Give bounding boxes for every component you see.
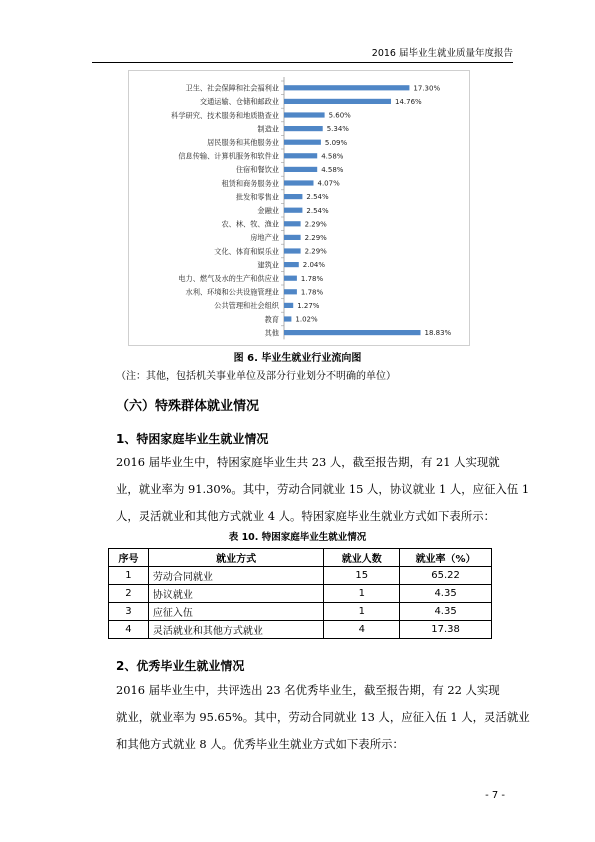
category-label: 教育: [264, 314, 279, 324]
table-row: [109, 621, 492, 639]
data-label: 4.58%: [321, 166, 344, 174]
bar: [284, 85, 409, 90]
page-number: - 7 -: [485, 790, 505, 801]
col-header-index: 序号: [109, 549, 149, 567]
bar: [284, 221, 301, 226]
category-label: 文化、体育和娱乐业: [214, 246, 279, 256]
table-row: [109, 585, 492, 603]
table-row: [109, 567, 492, 585]
paragraph-line: 就业，就业率为 95.65%。其中，劳动合同就业 13 人，应征入伍 1 人，灵活就业: [116, 710, 530, 724]
bar: [284, 303, 293, 308]
data-label: 5.34%: [326, 125, 349, 134]
category-label: 其他: [264, 328, 279, 338]
table-header-row: [109, 549, 492, 567]
data-label: 18.83%: [424, 329, 452, 338]
paragraph-line: 2016 届毕业生中，共评选出 23 名优秀毕业生，截至报告期，有 22 人实现: [116, 683, 500, 697]
data-label: 17.30%: [413, 84, 441, 93]
cell-method: 灵活就业和其他方式就业: [148, 621, 323, 639]
table-caption: 表 10. 特困家庭毕业生就业情况: [228, 532, 367, 543]
cell-method: 应征入伍: [148, 603, 323, 621]
bar: [284, 167, 317, 172]
figure-caption: 图 6. 毕业生就业行业流向图: [233, 353, 362, 364]
category-label: 信息传输、计算机服务和软件业: [178, 151, 279, 161]
col-header-rate: 就业率（%）: [400, 549, 492, 567]
cell-index: 2: [109, 585, 149, 603]
cell-index: 4: [109, 621, 149, 639]
category-label: 住宿和餐饮业: [235, 165, 279, 175]
data-label: 2.29%: [304, 220, 327, 229]
cell-rate: 4.35: [400, 603, 492, 621]
data-label: 2.29%: [304, 247, 327, 256]
paragraph-line: 和其他方式就业 8 人。优秀毕业生就业方式如下表所示：: [116, 737, 404, 751]
table-10: [108, 548, 492, 639]
cell-index: 3: [109, 603, 149, 621]
cell-count: 1: [324, 585, 400, 603]
figure-note: （注：其他，包括机关事业单位及部分行业划分不明确的单位）: [116, 371, 396, 382]
bar: [284, 276, 297, 281]
paragraph-line: 人，灵活就业和其他方式就业 4 人。特困家庭毕业生就业方式如下表所示：: [116, 509, 495, 523]
category-label: 居民服务和其他服务业: [207, 138, 279, 147]
cell-rate: 17.38: [400, 621, 492, 639]
cell-method: 劳动合同就业: [148, 567, 323, 585]
category-label: 电力、燃气及水的生产和供应业: [178, 274, 279, 283]
data-label: 2.54%: [306, 193, 329, 202]
cell-count: 1: [324, 603, 400, 621]
data-label: 2.04%: [302, 261, 326, 270]
col-header-method: 就业方式: [148, 549, 323, 567]
cell-count: 15: [324, 567, 400, 585]
category-label: 批发和零售业: [235, 192, 279, 202]
paragraph-line: 2016 届毕业生中，特困家庭毕业生共 23 人，截至报告期，有 21 人实现就: [116, 455, 500, 469]
data-label: 5.09%: [324, 138, 348, 147]
data-label: 1.02%: [295, 315, 318, 324]
category-label: 金融业: [257, 206, 279, 215]
subsection-heading-2: 2、优秀毕业生就业情况: [116, 659, 245, 673]
bar: [284, 194, 302, 199]
data-label: 1.27%: [297, 302, 320, 310]
col-header-count: 就业人数: [324, 549, 400, 567]
category-label: 租赁和商务服务业: [221, 178, 279, 188]
bar: [284, 112, 325, 117]
bar: [284, 208, 302, 213]
data-label: 2.29%: [304, 234, 327, 242]
subsection-heading-1: 1、特困家庭毕业生就业情况: [116, 432, 269, 446]
data-label: 4.58%: [321, 152, 344, 161]
paragraph-2: [116, 677, 530, 758]
cell-index: 1: [109, 567, 149, 585]
data-label: 2.54%: [306, 206, 329, 215]
bar: [284, 248, 301, 253]
chart-svg: [129, 71, 469, 345]
bar: [284, 99, 391, 104]
data-label: 14.76%: [395, 98, 422, 106]
category-label: 农、林、牧、渔业: [221, 219, 279, 229]
bar: [284, 289, 297, 294]
cell-rate: 4.35: [400, 585, 492, 603]
data-label: 5.60%: [328, 111, 351, 120]
bar: [284, 235, 301, 240]
category-label: 房地产业: [250, 233, 279, 243]
data-label: 1.78%: [300, 288, 324, 297]
section-heading: （六）特殊群体就业情况: [116, 399, 260, 414]
category-label: 科学研究、技术服务和地质勘查业: [171, 110, 279, 120]
cell-rate: 65.22: [400, 567, 492, 585]
bar: [284, 330, 421, 335]
data-label: 1.78%: [300, 274, 324, 283]
page-header: 2016 届毕业生就业质量年度报告: [92, 48, 513, 63]
bar: [284, 140, 321, 145]
paragraph-line: 业，就业率为 91.30%。其中，劳动合同就业 15 人，协议就业 1 人，应征入伍 1: [116, 482, 530, 496]
category-label: 卫生、社会保障和社会福利业: [185, 83, 279, 93]
bar: [284, 126, 323, 131]
table-row: [109, 603, 492, 621]
bar: [284, 316, 291, 321]
category-label: 建筑业: [257, 260, 279, 270]
bar: [284, 180, 314, 185]
category-label: 制造业: [257, 124, 279, 134]
data-label: 4.07%: [317, 179, 340, 188]
category-label: 交通运输、仓储和邮政业: [199, 97, 279, 107]
bar: [284, 153, 317, 158]
cell-method: 协议就业: [148, 585, 323, 603]
bar: [284, 262, 299, 267]
industry-bar-chart: [128, 70, 470, 346]
category-label: 水利、环境和公共设施管理业: [185, 287, 279, 297]
category-label: 公共管理和社会组织: [214, 301, 279, 311]
paragraph-1: [116, 449, 530, 530]
cell-count: 4: [324, 621, 400, 639]
